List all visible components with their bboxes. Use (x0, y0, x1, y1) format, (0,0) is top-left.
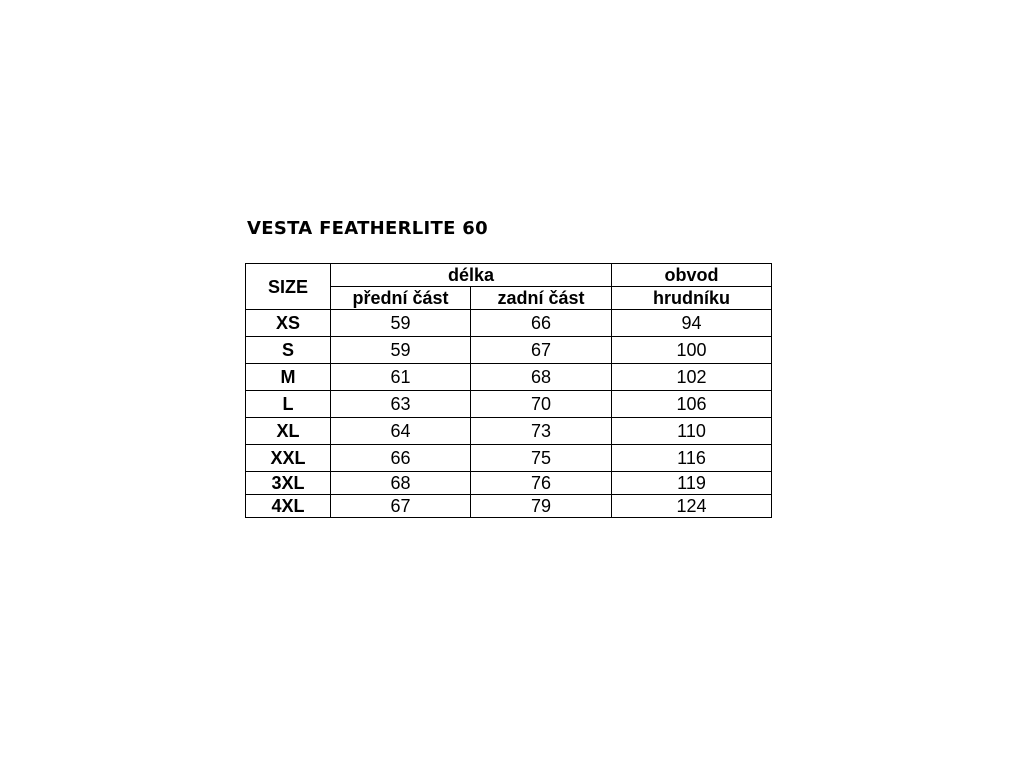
chest-cell: 110 (612, 418, 772, 445)
table-row (246, 445, 772, 472)
table-row (246, 364, 772, 391)
size-cell: XL (246, 418, 331, 445)
back-cell: 76 (471, 472, 612, 495)
back-cell: 73 (471, 418, 612, 445)
chest-cell: 124 (612, 495, 772, 518)
chest-cell: 116 (612, 445, 772, 472)
size-chart-table (245, 263, 772, 518)
back-cell: 75 (471, 445, 612, 472)
header-back: zadní část (471, 287, 612, 310)
front-cell: 66 (331, 445, 471, 472)
table-row (246, 391, 772, 418)
size-cell: M (246, 364, 331, 391)
front-cell: 64 (331, 418, 471, 445)
header-chest-line2: hrudníku (612, 287, 772, 310)
back-cell: 67 (471, 337, 612, 364)
back-cell: 79 (471, 495, 612, 518)
document-title: VESTA FEATHERLITE 60 (247, 218, 488, 239)
size-cell: XXL (246, 445, 331, 472)
front-cell: 63 (331, 391, 471, 418)
header-chest-line1: obvod (612, 264, 772, 287)
header-length: délka (331, 264, 612, 287)
size-cell: XS (246, 310, 331, 337)
back-cell: 66 (471, 310, 612, 337)
front-cell: 59 (331, 310, 471, 337)
table-row (246, 337, 772, 364)
chest-cell: 100 (612, 337, 772, 364)
back-cell: 70 (471, 391, 612, 418)
header-front: přední část (331, 287, 471, 310)
header-row-top (246, 264, 772, 287)
chest-cell: 94 (612, 310, 772, 337)
header-size: SIZE (246, 264, 331, 310)
size-cell: L (246, 391, 331, 418)
table-row (246, 310, 772, 337)
table-row (246, 495, 772, 518)
front-cell: 67 (331, 495, 471, 518)
back-cell: 68 (471, 364, 612, 391)
size-cell: 4XL (246, 495, 331, 518)
chest-cell: 102 (612, 364, 772, 391)
size-cell: S (246, 337, 331, 364)
front-cell: 59 (331, 337, 471, 364)
chest-cell: 106 (612, 391, 772, 418)
table-row (246, 472, 772, 495)
chest-cell: 119 (612, 472, 772, 495)
front-cell: 68 (331, 472, 471, 495)
table-row (246, 418, 772, 445)
size-cell: 3XL (246, 472, 331, 495)
front-cell: 61 (331, 364, 471, 391)
